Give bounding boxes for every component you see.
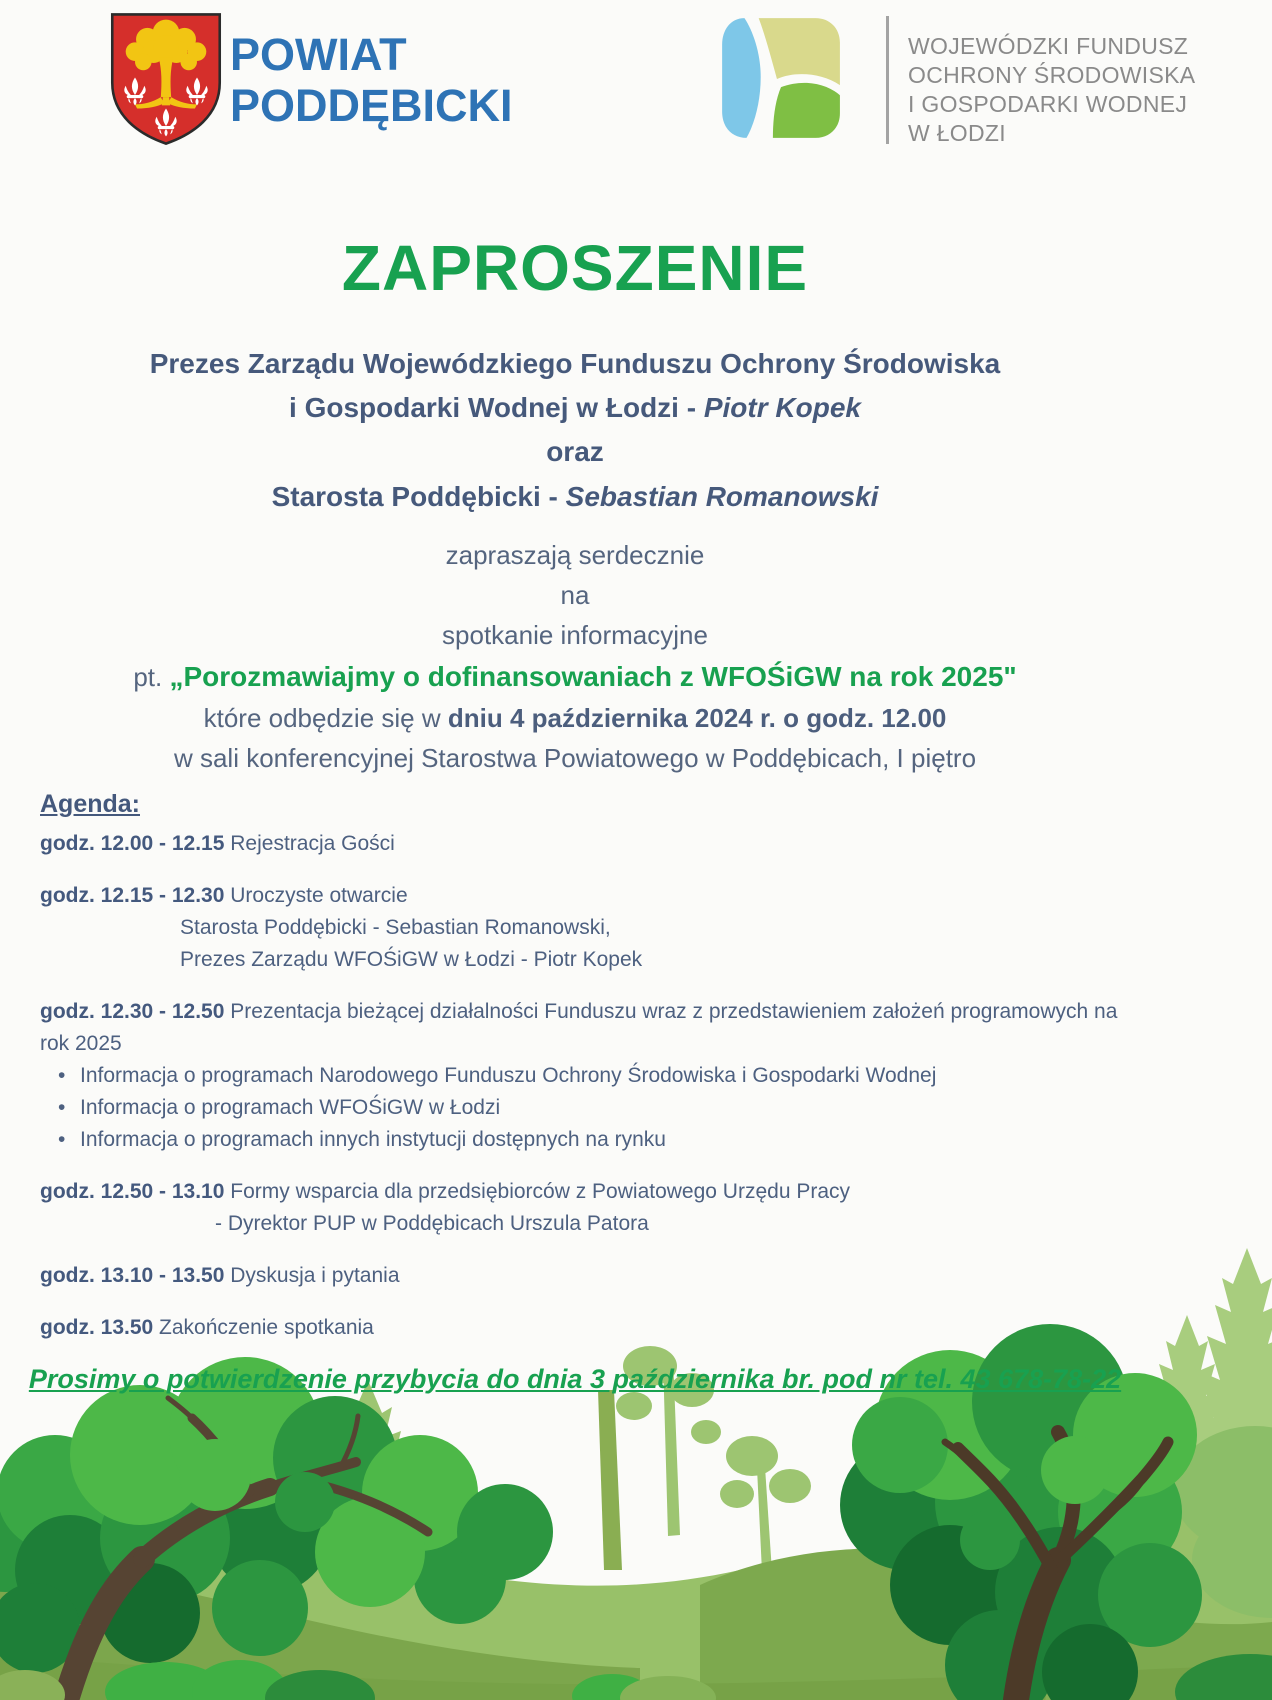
hosts-block — [0, 342, 1150, 519]
agenda-bullet-item: • Informacja o programach WFOŚiGW w Łodzi — [58, 1092, 1125, 1124]
forest-illustration — [0, 1240, 1272, 1700]
host-name: Piotr Kopek — [703, 392, 861, 424]
host-line: Prezes Zarządu Wojewódzkiego Funduszu Ochrony Środowiska — [149, 348, 1001, 379]
meeting-topic-line: pt. „Porozmawiajmy o dofinansowaniach z WFOŚiGW na rok 2025" — [133, 661, 1017, 693]
agenda-time: godz. 12.50 - 13.10 — [40, 1180, 225, 1204]
agenda-bullet-item: • Informacja o programach Narodowego Funduszu Ochrony Środowiska i Gospodarki Wodnej — [58, 1060, 1125, 1092]
invite-block — [0, 535, 1150, 778]
agenda-item — [40, 880, 1125, 976]
agenda-bullet-item: • Informacja o programach innych instytucji dostępnych na rynku — [58, 1124, 1125, 1156]
agenda-text: Uroczyste otwarcie — [230, 884, 408, 908]
invite-line: spotkanie informacyjne — [442, 620, 708, 650]
agenda-text: Dyskusja i pytania — [230, 1264, 400, 1288]
agenda-time: godz. 12.00 - 12.15 — [40, 832, 225, 856]
agenda-text: Prezentacja bieżącej działalności Funduszu wraz z przedstawieniem założeń programowych na rok 2025 — [40, 1000, 1118, 1056]
agenda-item — [40, 1176, 1125, 1240]
agenda-sub-line: - Dyrektor PUP w Poddębicach Urszula Patora — [215, 1212, 649, 1236]
meeting-place-line: w sali konferencyjnej Starostwa Powiatowego w Poddębicach, I piętro — [173, 743, 977, 774]
agenda-sub-line: Prezes Zarządu WFOŚiGW w Łodzi - Piotr Kopek — [180, 948, 643, 972]
powiat-name-line1: POWIAT — [230, 29, 407, 80]
agenda-heading: Agenda: — [40, 790, 140, 819]
wfosigw-name-line: OCHRONY ŚRODOWISKA — [908, 61, 1196, 88]
agenda-sub-line: Starosta Poddębicki - Sebastian Romanowski, — [180, 916, 611, 940]
agenda-item — [40, 996, 1125, 1156]
agenda-item — [40, 828, 1125, 860]
host-line: Starosta Poddębicki - Sebastian Romanowski — [271, 480, 879, 512]
invite-line: na — [560, 579, 590, 610]
agenda-bullet-list — [40, 1060, 1125, 1156]
agenda-time: godz. 13.50 — [40, 1316, 154, 1340]
host-line: i Gospodarki Wodnej w Łodzi - Piotr Kopek — [289, 392, 861, 424]
host-name: Sebastian Romanowski — [565, 480, 879, 512]
powiat-name-line2: PODDĘBICKI — [230, 79, 513, 131]
invite-line: zapraszają serdecznie — [445, 539, 705, 570]
wfosigw-name-line: I GOSPODARKI WODNEJ — [908, 90, 1188, 117]
agenda-text: Zakończenie spotkania — [159, 1316, 374, 1340]
wfosigw-name-line: W ŁODZI — [908, 119, 1006, 146]
wfosigw-name-line: WOJEWÓDZKI FUNDUSZ — [908, 33, 1189, 59]
meeting-date-line: które odbędzie się w dniu 4 października 2024 r. o godz. 12.00 — [203, 703, 947, 734]
agenda-time: godz. 12.15 - 12.30 — [40, 884, 225, 908]
hosts-conjunction: oraz — [546, 436, 604, 468]
agenda-time: godz. 12.30 - 12.50 — [40, 1000, 225, 1024]
meeting-date: dniu 4 października 2024 r. o godz. 12.00 — [447, 703, 947, 734]
rsvp-note: Prosimy o potwierdzenie przybycia do dnia 3 października br. pod nr tel. 43 678-78-22 — [28, 1364, 1122, 1395]
meeting-topic: „Porozmawiajmy o dofinansowaniach z WFOŚiGW na rok 2025" — [169, 661, 1017, 693]
page-title: ZAPROSZENIE — [341, 232, 809, 304]
agenda-text: Formy wsparcia dla przedsiębiorców z Powiatowego Urzędu Pracy — [230, 1180, 851, 1204]
agenda-text: Rejestracja Gości — [230, 832, 395, 856]
agenda-time: godz. 13.10 - 13.50 — [40, 1264, 225, 1288]
